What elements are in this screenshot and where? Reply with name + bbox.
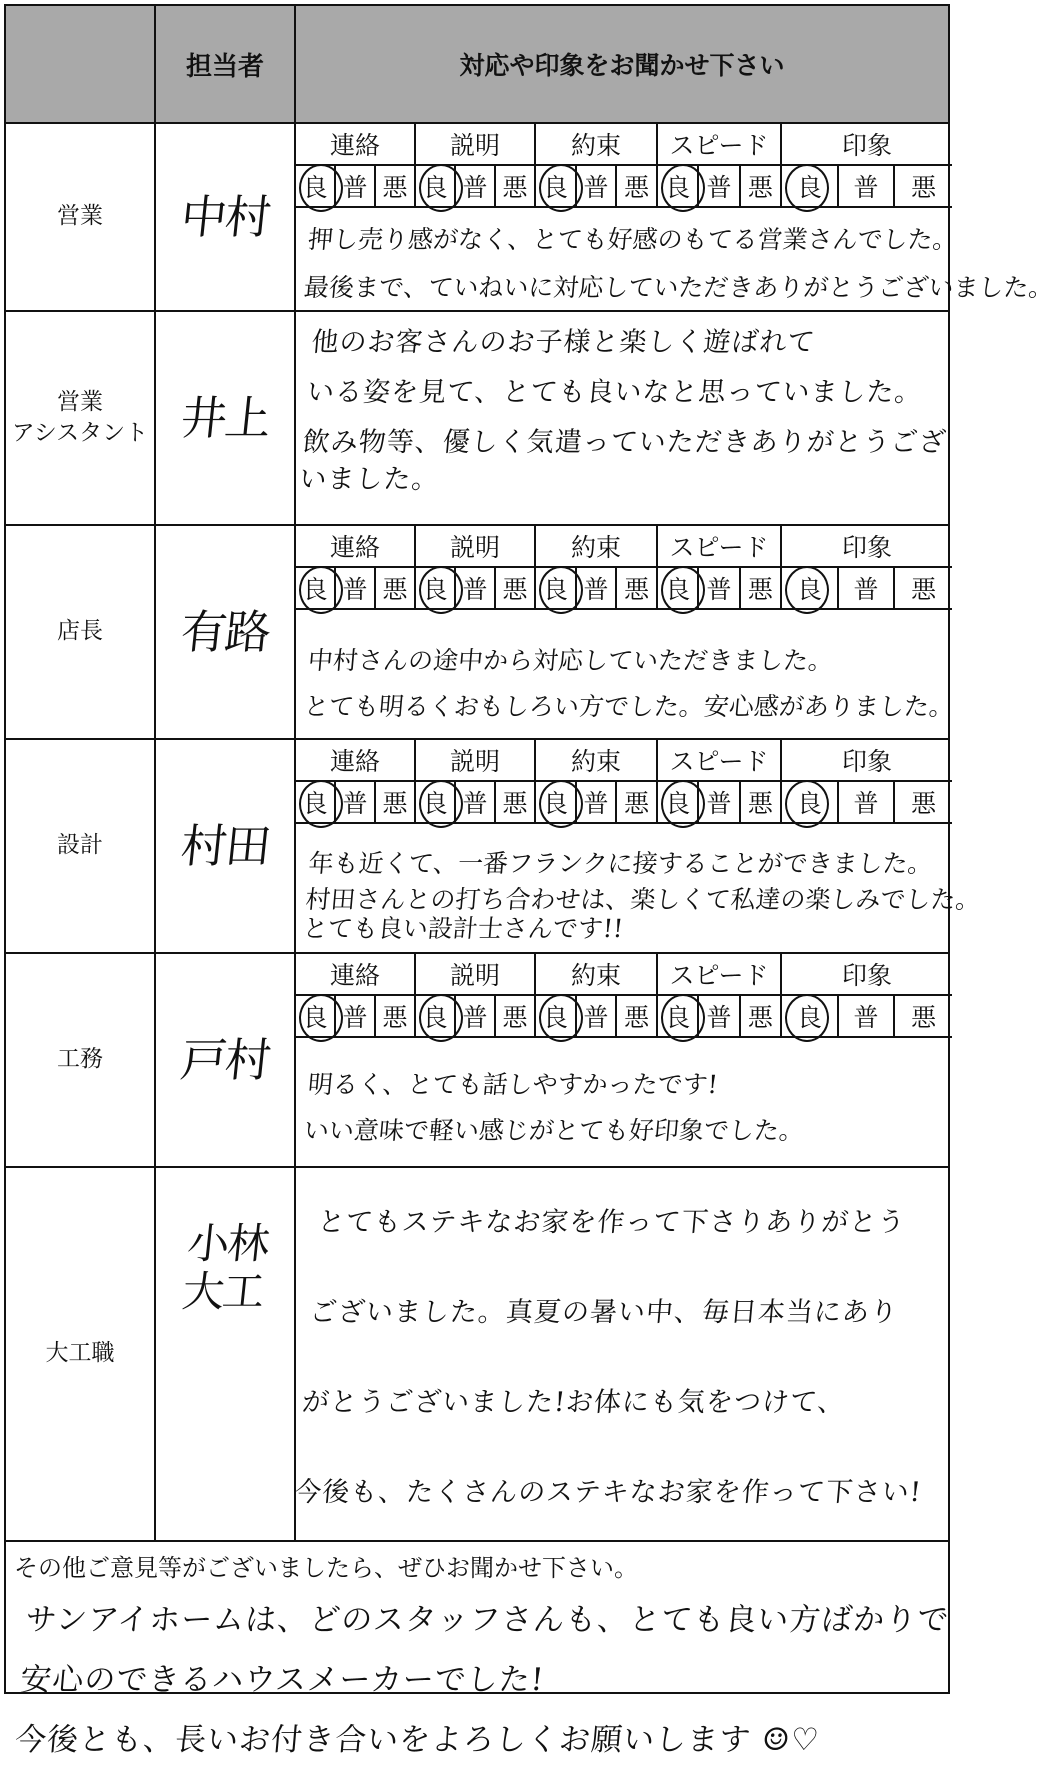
person-signature: 戸村 [178, 1032, 272, 1087]
comment-line: とてもステキなお家を作って下さりありがとう [316, 1207, 907, 1238]
comment-line: いました。 [298, 464, 441, 495]
rating-category-label: 約束 [536, 124, 658, 164]
rating-option-cell: 良 [658, 782, 699, 822]
dept-label: 工務 [57, 1046, 103, 1073]
rating-option-cell: 良 [536, 996, 577, 1036]
rating-option-cell: 普 [336, 568, 376, 608]
rating-option-cell: 普 [839, 166, 896, 206]
rating-option-cell: 良 [658, 166, 699, 206]
rating-option-cell: 良 [296, 996, 336, 1036]
rating-option-cell: 悪 [376, 166, 416, 206]
comment-line: いる姿を見て、とても良いなと思っていました。 [305, 377, 924, 408]
rating-option-cell: 悪 [617, 568, 658, 608]
rating-option-cell: 良 [782, 782, 839, 822]
comment-text [290, 1178, 961, 1538]
rating-option-cell: 普 [699, 996, 740, 1036]
rating-option-cell: 普 [577, 166, 618, 206]
person-signature: 中村 [178, 189, 272, 244]
comment-text [301, 846, 982, 943]
rating-category-label: スピード [658, 526, 782, 566]
person-signature: 村田 [178, 818, 272, 873]
header-comment: 対応や印象をお聞かせ下さい [296, 6, 948, 122]
comment-line: 飲み物等、優しく気遣っていただきありがとうござ [301, 427, 949, 458]
comment-text [302, 1062, 950, 1154]
person-signature: 有路 [178, 604, 272, 659]
dept-label: 営業 [57, 203, 103, 230]
rating-category-label: スピード [658, 954, 782, 994]
rating-option-cell: 悪 [376, 568, 416, 608]
rating-option-cell: 良 [782, 996, 839, 1036]
comment-line: 村田さんとの打ち合わせは、楽しくて私達の楽しみでした。 [304, 885, 982, 914]
rating-category-label: スピード [658, 124, 782, 164]
comment-line: とても良い設計士さんです!! [301, 914, 625, 943]
rating-category-row [296, 526, 952, 566]
rating-option-cell: 悪 [617, 996, 658, 1036]
rating-option-cell: 普 [336, 166, 376, 206]
comment-line-text: 明るく、とても話しやすかったです! [306, 1070, 719, 1099]
rating-option-cell: 良 [416, 996, 456, 1036]
other-question: その他ご意見等がございましたら、ぜひお聞かせ下さい。 [14, 1554, 638, 1582]
rating-grid [296, 526, 952, 616]
rating-category-row [296, 740, 952, 780]
comment-line: 最後まで、ていねいに対応していただきありがとうございました。 [302, 273, 1055, 302]
comment-line: がとうございました!お体にも気をつけて、 [300, 1387, 847, 1418]
rating-option-cell: 良 [658, 996, 699, 1036]
rating-category-label: 連絡 [296, 740, 416, 780]
rating-category-label: 連絡 [296, 124, 416, 164]
rating-option-cell: 良 [296, 166, 336, 206]
rating-grid [296, 954, 952, 1044]
rating-option-cell: 普 [336, 996, 376, 1036]
rating-category-label: 印象 [841, 131, 892, 160]
rating-category-label: 約束 [536, 954, 658, 994]
comment-line: 他のお客さんのお子様と楽しく遊ばれて [310, 327, 817, 358]
person-signature [145, 1168, 304, 1368]
rating-category-label: 約束 [536, 740, 658, 780]
rating-option-row [296, 164, 952, 208]
rating-option-cell: 良 [536, 782, 577, 822]
rating-option-cell: 悪 [617, 166, 658, 206]
rating-option-cell: 悪 [376, 996, 416, 1036]
rating-category-row [296, 124, 952, 164]
rating-option-cell: 悪 [911, 1003, 937, 1032]
rating-option-cell: 悪 [741, 568, 782, 608]
rating-option-cell: 良 [536, 568, 577, 608]
person-signature: 井上 [178, 390, 272, 445]
comment-line: いい意味で軽い感じがとても好印象でした。 [302, 1116, 806, 1145]
rating-option-cell: 悪 [376, 782, 416, 822]
rating-category-label: スピード [658, 740, 782, 780]
dept-label-text: 営業 アシスタント [11, 388, 149, 446]
rating-option-cell: 良 [782, 568, 839, 608]
rating-option-cell: 悪 [496, 568, 536, 608]
rating-option-cell: 悪 [496, 996, 536, 1036]
rating-option-cell: 悪 [496, 166, 536, 206]
rating-category-label: 説明 [416, 526, 536, 566]
rating-option-cell: 悪 [741, 782, 782, 822]
answer-line: サンアイホームは、どのスタッフさんも、とても良い方ばかりで [24, 1602, 951, 1638]
rating-option-cell: 悪 [911, 173, 937, 202]
comment-line: とても明るくおもしろい方でした。安心感がありました。 [302, 692, 956, 721]
rating-option-cell: 普 [839, 782, 896, 822]
rating-option-cell: 悪 [496, 782, 536, 822]
dept-label [6, 312, 154, 524]
dept-label: 大工職 [45, 1340, 115, 1367]
comment-line: 中村さんの途中から対応していただきました。 [306, 646, 835, 675]
rating-option-cell: 普 [456, 568, 496, 608]
answer-line: 今後とも、長いお付き合いをよろしくお願いします ☺♡ [13, 1722, 822, 1758]
rating-option-cell: 普 [577, 568, 618, 608]
survey-sheet [4, 4, 1055, 1758]
comment-line: 今後も、たくさんのステキなお家を作って下さい! [292, 1477, 923, 1508]
dept-label: 設計 [57, 832, 103, 859]
rating-option-cell: 良 [416, 166, 456, 206]
rating-option-row [296, 780, 952, 824]
rating-option-cell: 良 [416, 782, 456, 822]
rating-option-cell: 普 [839, 996, 896, 1036]
comment-text [302, 638, 956, 730]
rating-option-cell: 普 [456, 782, 496, 822]
other-answer [12, 1594, 951, 1774]
rating-option-cell: 悪 [741, 996, 782, 1036]
rating-option-cell: 普 [577, 782, 618, 822]
rating-category-label: 約束 [536, 526, 658, 566]
rating-option-cell: 良 [536, 166, 577, 206]
rating-category-label: 説明 [416, 740, 536, 780]
rating-option-cell: 普 [456, 166, 496, 206]
rating-option-cell: 悪 [617, 782, 658, 822]
rating-option-cell: 悪 [911, 575, 937, 604]
rating-option-row [296, 994, 952, 1038]
dept-label: 店長 [57, 618, 103, 645]
rating-option-cell: 普 [577, 996, 618, 1036]
rating-option-cell: 普 [839, 568, 896, 608]
rating-option-cell: 良 [296, 782, 336, 822]
rating-option-cell: 良 [658, 568, 699, 608]
comment-line: ございました。真夏の暑い中、毎日本当にあり [308, 1297, 900, 1328]
answer-line: 安心のできるハウスメーカーでした! [18, 1662, 546, 1698]
rating-option-cell: 良 [296, 568, 336, 608]
header-blank [6, 6, 154, 122]
rating-option-cell: 普 [336, 782, 376, 822]
rating-grid [296, 740, 952, 830]
rating-category-label: 連絡 [296, 954, 416, 994]
rating-option-cell: 良 [782, 166, 839, 206]
rating-option-row [296, 566, 952, 610]
comment-text [302, 216, 1055, 312]
rating-category-row [296, 954, 952, 994]
comment-line: 押し売り感がなく、とても好感のもてる営業さんでした。 [306, 225, 959, 254]
rating-option-cell: 普 [699, 166, 740, 206]
comment-line [306, 1062, 950, 1108]
rating-option-cell: 普 [456, 996, 496, 1036]
rating-category-label: 印象 [841, 533, 892, 562]
comment-line: 年も近くて、一番フランクに接することができました。 [307, 849, 934, 878]
comment-text [298, 318, 953, 495]
rating-option-cell: 普 [699, 782, 740, 822]
rating-option-cell: 普 [699, 568, 740, 608]
rating-grid [296, 124, 952, 214]
row-divider [6, 1540, 948, 1542]
rating-category-label: 連絡 [296, 526, 416, 566]
rating-option-cell: 悪 [741, 166, 782, 206]
rating-category-label: 説明 [416, 124, 536, 164]
header-person: 担当者 [156, 6, 294, 122]
rating-option-cell: 良 [416, 568, 456, 608]
person-signature-text: 小林 大工 [179, 1218, 271, 1316]
rating-option-cell: 悪 [911, 789, 937, 818]
rating-category-label: 説明 [416, 954, 536, 994]
rating-category-label: 印象 [841, 747, 892, 776]
rating-category-label: 印象 [841, 961, 892, 990]
